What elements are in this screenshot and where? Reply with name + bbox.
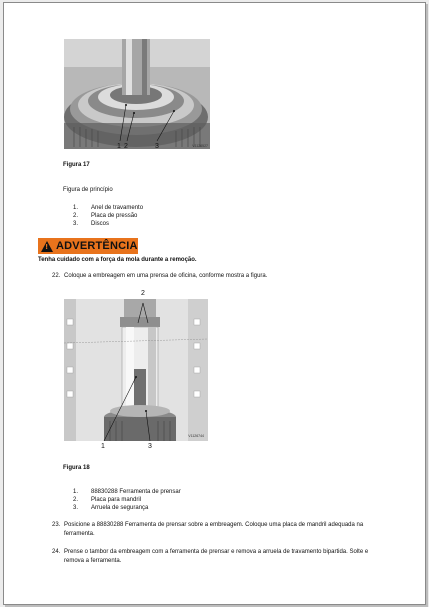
principle-label: Figura de princípio bbox=[63, 187, 113, 193]
figure-17-photo bbox=[64, 39, 210, 149]
step-number: 22. bbox=[52, 273, 61, 279]
callout-1: 1 bbox=[101, 443, 105, 450]
callout-3: 3 bbox=[155, 143, 159, 150]
press-photo-graphic bbox=[64, 299, 208, 441]
list-item: Anel de travamento bbox=[91, 205, 144, 211]
list-item: Placa para mandril bbox=[91, 497, 142, 503]
callout-3: 3 bbox=[148, 443, 152, 450]
warning-label: ADVERTÊNCIA bbox=[56, 240, 138, 252]
step-text-line: ferramenta. bbox=[64, 531, 95, 537]
figure-18-caption: Figura 18 bbox=[63, 465, 90, 471]
list-item-number: 2. bbox=[73, 497, 79, 503]
callout-1: 1 bbox=[117, 143, 121, 150]
document-page bbox=[3, 2, 426, 605]
list-item: 88830288 Ferramenta de prensar bbox=[91, 489, 181, 495]
warning-text: Tenha cuidado com a força da mola durante a remoção. bbox=[38, 257, 197, 263]
list-item-number: 2. bbox=[73, 213, 79, 219]
figure-18-photo bbox=[64, 299, 208, 441]
warning-banner bbox=[38, 238, 138, 254]
image-code: V1126527 bbox=[192, 144, 208, 148]
step-number: 23. bbox=[52, 522, 61, 528]
figure-17-caption: Figura 17 bbox=[63, 162, 90, 168]
callout-2: 2 bbox=[141, 290, 145, 297]
list-item: Placa de pressão bbox=[91, 213, 138, 219]
warning-icon bbox=[41, 241, 53, 252]
clutch-photo-graphic bbox=[64, 39, 210, 149]
step-text: Coloque a embreagem em uma prensa de oficina, conforme mostra a figura. bbox=[64, 273, 268, 279]
step-text-line: Prense o tambor da embreagem com a ferramenta de prensar e remova a arruela de travamento bipartida. Solte e bbox=[64, 549, 369, 555]
list-item-number: 1. bbox=[73, 489, 79, 495]
list-item: Discos bbox=[91, 221, 110, 227]
step-text-line: Posicione a 88830288 Ferramenta de prensar sobre a embreagem. Coloque uma placa de mandril adequada na bbox=[64, 522, 364, 528]
list-item-number: 1. bbox=[73, 205, 79, 211]
list-item: Arruela de segurança bbox=[91, 505, 149, 511]
step-number: 24. bbox=[52, 549, 61, 555]
callout-2: 2 bbox=[124, 143, 128, 150]
step-text-line: remova a ferramenta. bbox=[64, 558, 122, 564]
list-item-number: 3. bbox=[73, 505, 79, 511]
image-code: V1126744 bbox=[188, 434, 204, 438]
list-item-number: 3. bbox=[73, 221, 79, 227]
